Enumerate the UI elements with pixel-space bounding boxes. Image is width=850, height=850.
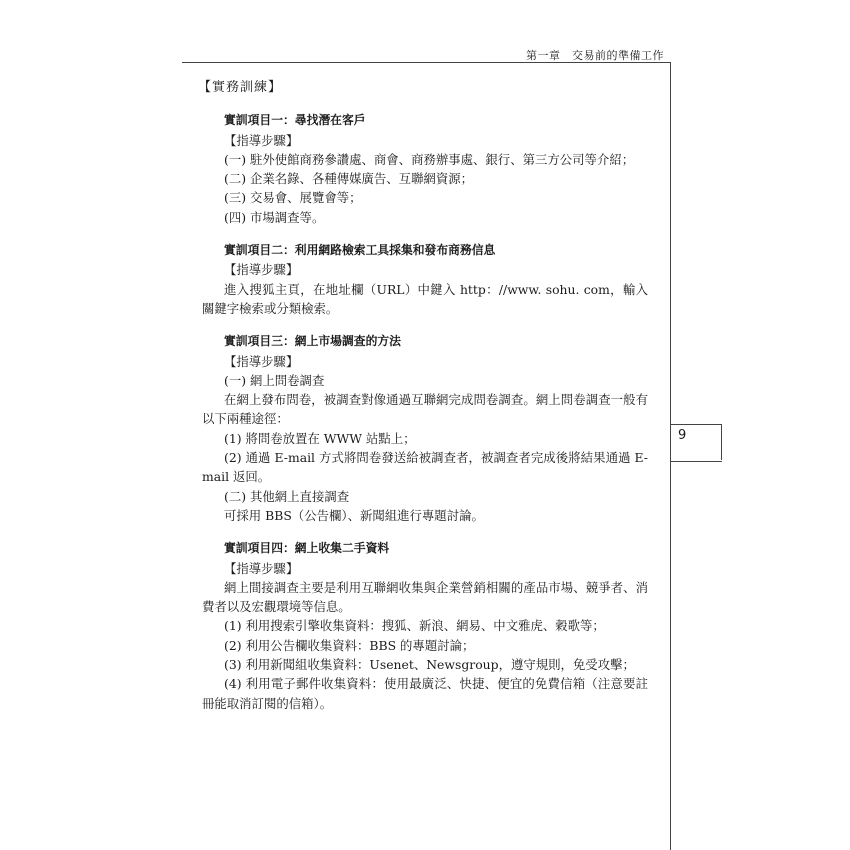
header-rule: [182, 62, 670, 63]
list-item: (2) 通過 E-mail 方式將問卷發送給被調查者，被調查者完成後將結果通過 E-mail 返回。: [202, 450, 648, 485]
subheading: (一) 網上問卷調查: [224, 372, 325, 388]
list-item: (3) 利用新聞組收集資料：Usenet、Newsgroup，遵守規則，免受攻擊；: [224, 657, 635, 673]
item-title: 實訓項目四：網上收集二手資料: [224, 541, 390, 556]
list-item: (二) 企業名錄、各種傳媒廣告、互聯網資源；: [224, 171, 474, 187]
training-item-1: [202, 111, 648, 227]
paragraph: 可採用 BBS（公告欄）、新聞組進行專題討論。: [224, 507, 484, 523]
paragraph: 進入搜狐主頁，在地址欄（URL）中鍵入 http：//www. sohu. com，輸入關鍵字檢索或分類檢索。: [202, 281, 648, 316]
page-number-edge: [721, 424, 722, 460]
list-item: (1) 將問卷放置在 WWW 站點上；: [224, 430, 416, 446]
guide-label: 【指導步驟】: [224, 560, 299, 576]
training-item-2: [202, 241, 648, 318]
list-item: (三) 交易會、展覽會等；: [224, 190, 362, 206]
section-heading: 【實務訓練】: [198, 80, 283, 95]
list-item: (一) 駐外使館商務參讚處、商會、商務辦事處、銀行、第三方公司等介紹；: [224, 151, 635, 167]
item-title: 實訓項目一：尋找潛在客戶: [224, 113, 366, 128]
paragraph: 在網上發布問卷，被調查對像通過互聯網完成問卷調查。網上問卷調查一般有以下兩種途徑：: [202, 392, 648, 427]
page-number: 9: [678, 428, 687, 443]
list-item: (2) 利用公告欄收集資料：BBS 的專題討論；: [224, 637, 475, 653]
training-item-4: [202, 539, 648, 713]
list-item: (四) 市場調查等。: [224, 209, 325, 225]
paragraph: 網上間接調查主要是利用互聯網收集與企業營銷相關的產品市場、競爭者、消費者以及宏觀環境等信息。: [202, 579, 648, 615]
running-header: 第一章 交易前的準備工作: [526, 49, 664, 62]
list-item: (4) 利用電子郵件收集資料：使用最廣泛、快捷、便宜的免費信箱（注意要註冊能取消訂閱的信箱）。: [202, 676, 648, 711]
training-item-3: [202, 332, 648, 525]
guide-label: 【指導步驟】: [224, 353, 299, 369]
page-body: [198, 78, 648, 727]
guide-label: 【指導步驟】: [224, 132, 299, 148]
list-item: (1) 利用搜索引擎收集資料：搜狐、新浪、網易、中文雅虎、穀歌等；: [224, 618, 605, 634]
guide-label: 【指導步驟】: [224, 262, 299, 278]
item-title: 實訓項目三：網上市場調查的方法: [224, 334, 401, 349]
item-title: 實訓項目二：利用網路檢索工具採集和發布商務信息: [224, 243, 496, 258]
subheading: (二) 其他網上直接調查: [224, 488, 350, 504]
